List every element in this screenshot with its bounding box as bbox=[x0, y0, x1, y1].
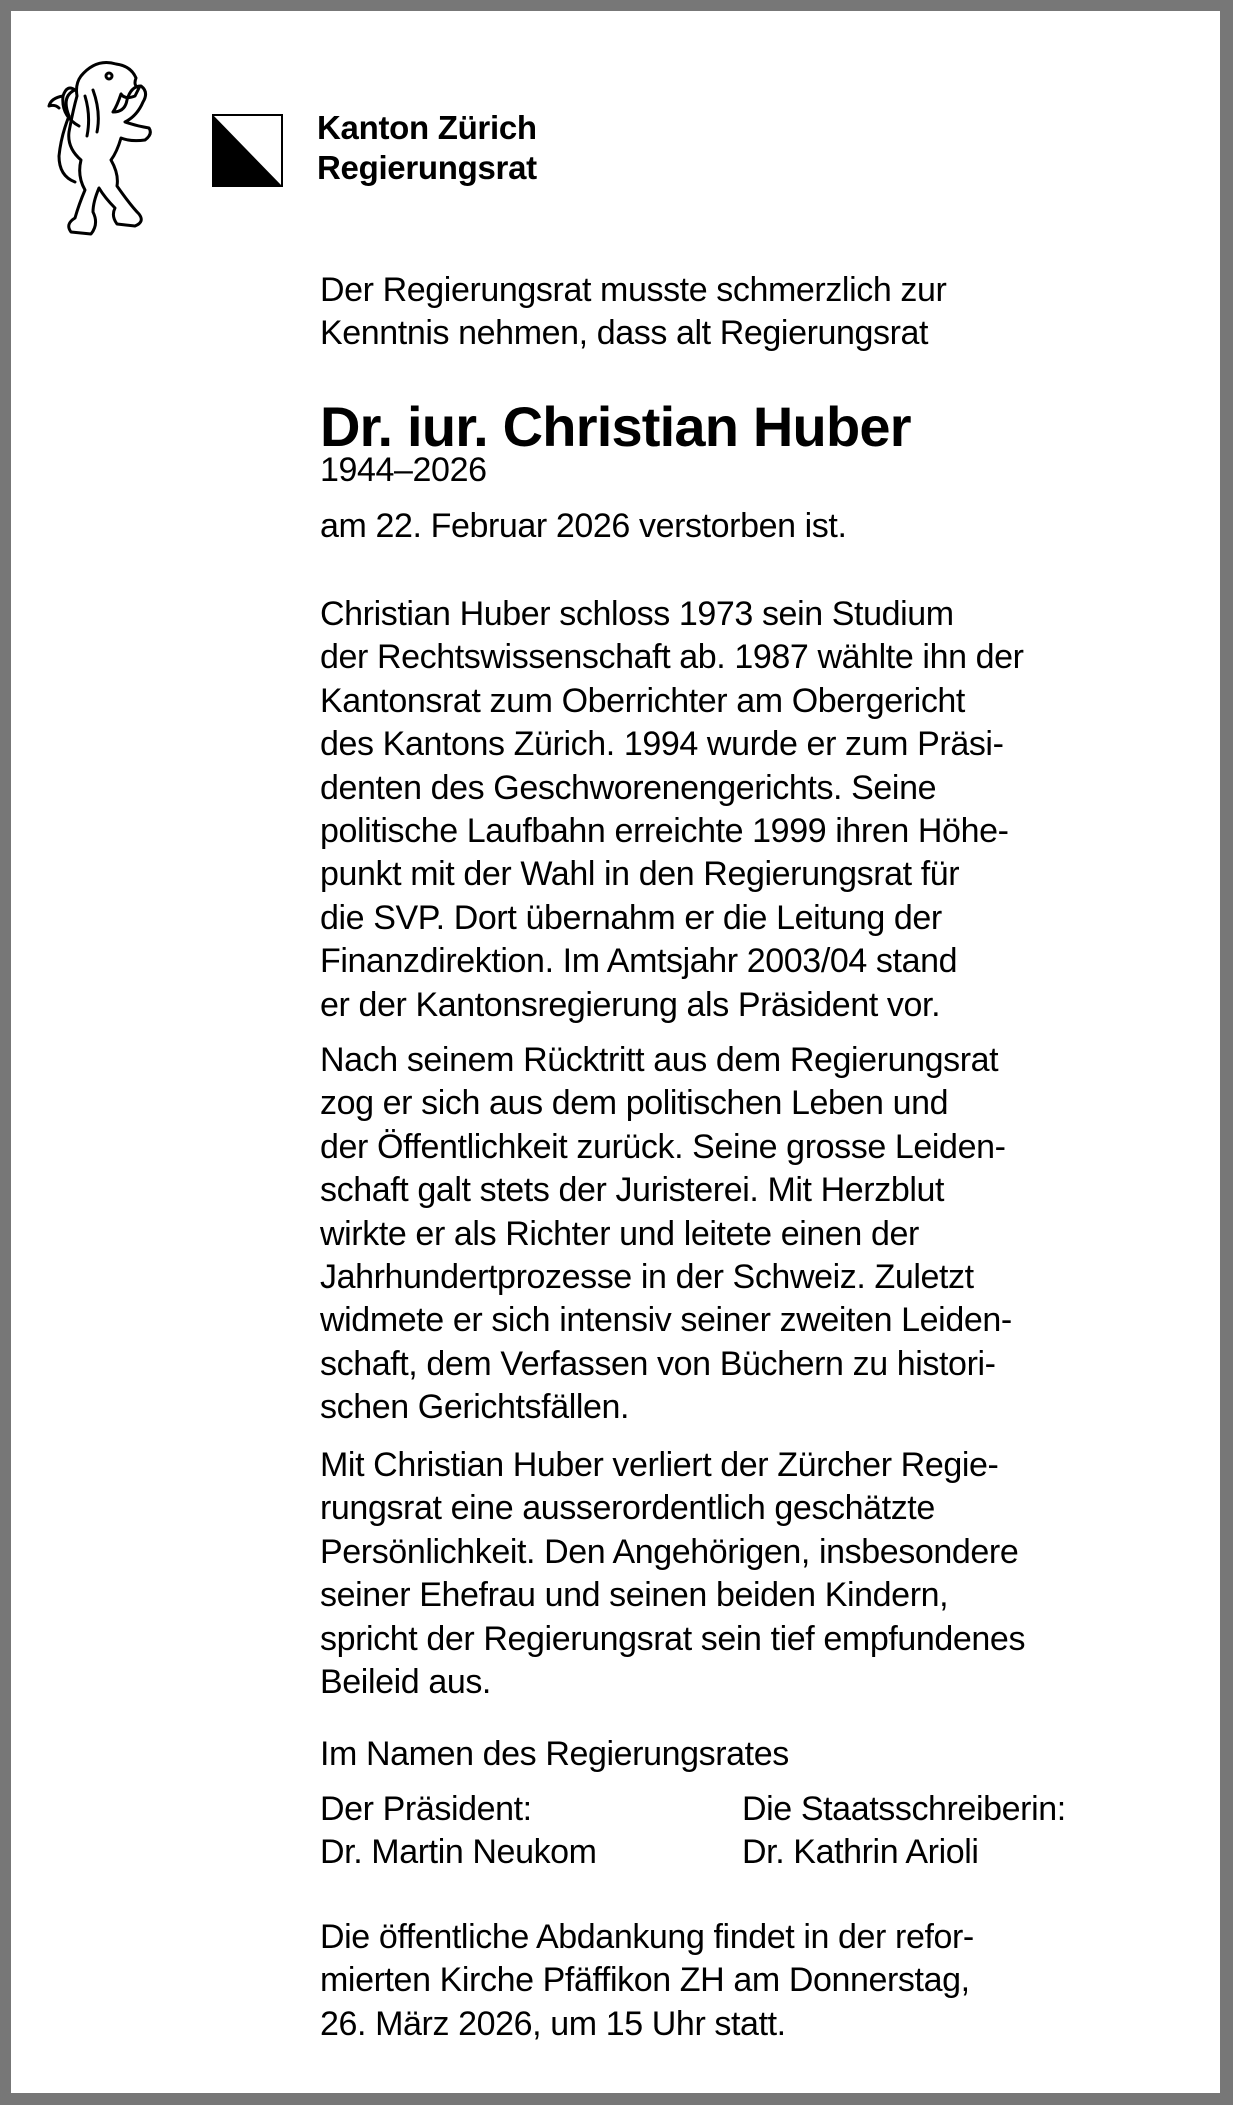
text-line: Nach seinem Rücktritt aus dem Regierungsrat bbox=[320, 1041, 999, 1079]
ceremony-notice bbox=[320, 1916, 974, 2046]
text-line: Beileid aus. bbox=[320, 1663, 491, 1702]
death-text: am 22. Februar 2026 verstorben ist. bbox=[320, 507, 847, 545]
text-line: der Rechtswissenschaft ab. 1987 wählte ihn der bbox=[320, 638, 1024, 677]
intro-line: Der Regierungsrat musste schmerzlich zur bbox=[320, 271, 947, 309]
text-line: Die öffentliche Abdankung findet in der refor- bbox=[320, 1918, 974, 1956]
text-line: spricht der Regierungsrat sein tief empfundenes bbox=[320, 1619, 1026, 1658]
text-line: des Kantons Zürich. 1994 wurde er zum Präsi- bbox=[320, 725, 1004, 764]
deceased-name: Dr. iur. Christian Huber bbox=[320, 395, 911, 458]
text-line: schaft, dem Verfassen von Büchern zu histori- bbox=[320, 1344, 996, 1383]
intro-line: Kenntnis nehmen, dass alt Regierungsrat bbox=[320, 314, 929, 353]
paragraph-career bbox=[320, 593, 1024, 1027]
text-line: der Öffentlichkeit zurück. Seine grosse Leiden- bbox=[320, 1127, 1006, 1166]
signatures bbox=[320, 1788, 1066, 1875]
text-line: widmete er sich intensiv seiner zweiten Leiden- bbox=[320, 1301, 1012, 1340]
text-line: seiner Ehefrau und seinen beiden Kindern, bbox=[320, 1576, 949, 1615]
life-years bbox=[320, 449, 487, 492]
signoff-intro bbox=[320, 1733, 789, 1776]
text-line: Mit Christian Huber verliert der Zürcher Regie- bbox=[320, 1446, 999, 1484]
text-line: zog er sich aus dem politischen Leben und bbox=[320, 1084, 949, 1123]
zurich-lion-icon bbox=[41, 56, 166, 246]
text-line: wirkte er als Richter und leitete einen der bbox=[320, 1214, 919, 1253]
text-line: 26. März 2026, um 15 Uhr statt. bbox=[320, 2004, 786, 2043]
obituary-page bbox=[11, 11, 1220, 2093]
text-line: rungsrat eine ausserordentlich geschätzte bbox=[320, 1489, 935, 1528]
paragraph-later-life bbox=[320, 1039, 1012, 1430]
secretary-name: Dr. Kathrin Arioli bbox=[742, 1833, 979, 1872]
zurich-flag-icon bbox=[212, 114, 283, 187]
text-line: Persönlichkeit. Den Angehörigen, insbesondere bbox=[320, 1532, 1019, 1571]
text-line: Finanzdirektion. Im Amtsjahr 2003/04 stand bbox=[320, 942, 958, 981]
signoff-intro-text: Im Namen des Regierungsrates bbox=[320, 1735, 789, 1773]
president-title: Der Präsident: bbox=[320, 1790, 532, 1828]
brand-title bbox=[317, 108, 537, 188]
text-line: mierten Kirche Pfäffikon ZH am Donnerstag, bbox=[320, 1961, 970, 2000]
text-line: politische Laufbahn erreichte 1999 ihren Höhe- bbox=[320, 812, 1009, 851]
intro-text bbox=[320, 269, 946, 356]
text-line: die SVP. Dort übernahm er die Leitung der bbox=[320, 898, 942, 937]
text-line: schaft galt stets der Juristerei. Mit Herzblut bbox=[320, 1171, 945, 1210]
text-line: schen Gerichtsfällen. bbox=[320, 1388, 630, 1427]
text-line: er der Kantonsregierung als Präsident vor. bbox=[320, 985, 941, 1024]
text-line: Christian Huber schloss 1973 sein Studium bbox=[320, 595, 954, 633]
text-line: Kantonsrat zum Oberrichter am Obergericht bbox=[320, 681, 965, 720]
brand-council: Regierungsrat bbox=[317, 149, 537, 186]
text-line: punkt mit der Wahl in den Regierungsrat für bbox=[320, 855, 960, 894]
text-line: Jahrhundertprozesse in der Schweiz. Zuletzt bbox=[320, 1258, 974, 1297]
years-text: 1944–2026 bbox=[320, 451, 487, 489]
president-name: Dr. Martin Neukom bbox=[320, 1833, 597, 1872]
death-date bbox=[320, 505, 847, 548]
secretary-signature bbox=[742, 1788, 1066, 1875]
text-line: denten des Geschworenengerichts. Seine bbox=[320, 768, 937, 807]
brand-canton: Kanton Zürich bbox=[317, 109, 537, 146]
secretary-title: Die Staatsschreiberin: bbox=[742, 1790, 1066, 1828]
paragraph-condolences bbox=[320, 1444, 1025, 1704]
